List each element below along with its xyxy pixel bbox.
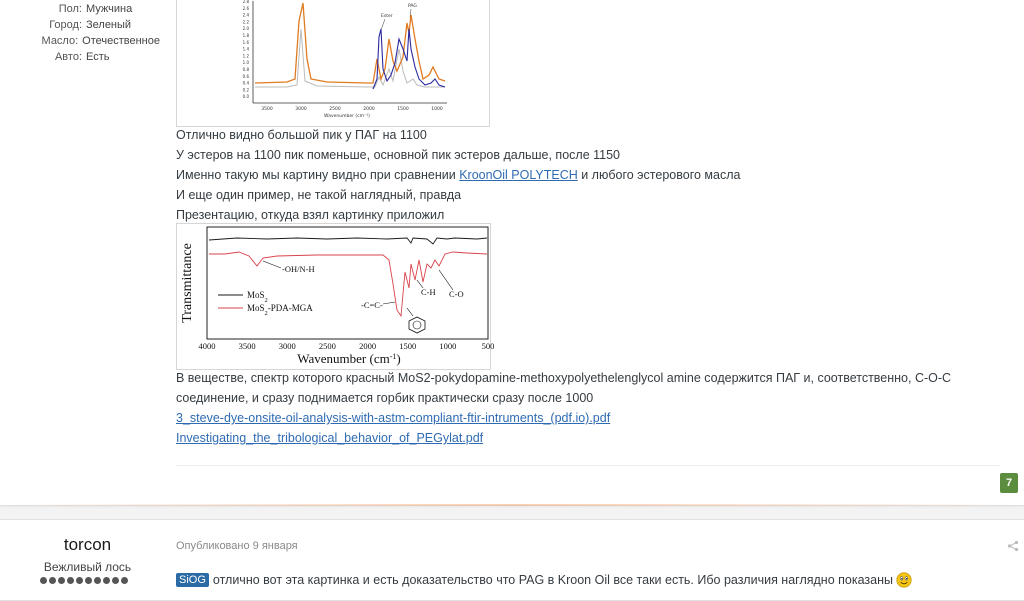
- chart1-ester-annotation: Ester: [381, 14, 393, 19]
- profile-field-city: [0, 17, 160, 33]
- post-text-line: [176, 165, 996, 185]
- post-text-line: Отлично видно большой пик у ПАГ на 1100: [176, 128, 427, 142]
- post-text-line: отлично вот эта картинка и есть доказательство что PAG в Kroon Oil все таки есть. Ибо различия наглядно показаны: [212, 573, 893, 587]
- chart2-x-tick-label: 2500: [318, 341, 336, 351]
- transmittance-spectrum-image-2[interactable]: [176, 223, 495, 370]
- rank-pip: [67, 577, 74, 584]
- rank-pip: [58, 577, 65, 584]
- post-text-line: У эстеров на 1100 пик поменьше, основной пик эстеров дальше, после 1150: [176, 148, 621, 162]
- post-text-line: И еще один пример, не такой наглядный, правда: [176, 188, 462, 202]
- post-2: [0, 519, 1024, 601]
- profile-field-value: Есть: [86, 51, 110, 63]
- chart1-y-tick-label: 1.0: [242, 60, 249, 66]
- smiley-emoji-icon: [896, 572, 912, 588]
- rank-pip: [94, 577, 101, 584]
- post-separator-accent: [0, 504, 1024, 506]
- profile-field-value: Зеленый: [86, 19, 132, 31]
- chart1-y-tick-label: 2.8: [242, 0, 249, 4]
- chart2-x-tick-label: 2000: [359, 341, 377, 351]
- chart1-y-tick-label: 1.8: [242, 33, 249, 38]
- transmittance-chart-2: [177, 224, 495, 369]
- chart1-x-tick-label: 1500: [397, 107, 409, 112]
- chart2-legend-mos2: MoS$_2$: [247, 290, 268, 304]
- post-text-fragment: и любого эстерового масла: [577, 168, 741, 182]
- attachment-link-ftir-pdf[interactable]: 3_steve-dye-onsite-oil-analysis-with-astm-compliant-ftir-intruments_(pdf.io).pdf: [176, 411, 611, 425]
- profile-field-label: Пол:: [58, 3, 82, 15]
- profile-field-label: Город:: [49, 19, 82, 31]
- profile-field-value: Отечественное: [82, 35, 160, 47]
- chart1-ester-series: [373, 29, 445, 89]
- chart2-x-tick-label: 3000: [278, 341, 296, 351]
- profile-field-gender: [0, 1, 160, 17]
- post-text-line: соединение, и сразу поднимается горбик практически сразу после 1000: [176, 391, 594, 405]
- post-text-line: В веществе, спектр которого красный MoS2-pokydopamine-methoxypolyethelenglycol amine содержится ПАГ и, соответственно, С-О-С: [176, 371, 952, 385]
- chart1-y-tick-label: 2.4: [242, 12, 249, 18]
- rank-pip: [112, 577, 119, 584]
- author-profile-fields: [0, 1, 160, 65]
- chart2-x-tick-label: 3500: [238, 341, 256, 351]
- chart1-y-tick-label: 0.6: [242, 73, 249, 79]
- post-footer-divider: [176, 465, 1000, 466]
- attachment-item: [176, 408, 996, 428]
- rank-pip: [40, 577, 47, 584]
- chart1-y-tick-label: 2.2: [242, 19, 249, 25]
- chart1-y-tick-label: 0.4: [242, 80, 249, 86]
- chart1-x-axis-label: Wavenumber (cm⁻¹): [324, 114, 370, 119]
- chart1-y-tick-label: 0.2: [242, 87, 249, 93]
- chart1-x-tick-label: 2500: [329, 107, 341, 112]
- chart2-x-axis-label: Wavenumber $(cm^{-1})$: [297, 351, 401, 366]
- profile-field-label: Масло:: [41, 35, 79, 47]
- author-title: Вежливый лось: [43, 560, 132, 574]
- author-username[interactable]: torcon: [63, 535, 112, 554]
- kroonoil-polytech-link[interactable]: KroonOil POLYTECH: [459, 168, 578, 182]
- user-mention[interactable]: SiOG: [176, 573, 209, 587]
- chart1-x-tick-label: 2000: [363, 107, 375, 112]
- chart1-y-tick-label: 1.2: [242, 53, 249, 59]
- rank-pip: [49, 577, 56, 584]
- rank-pip: [121, 577, 128, 584]
- post-1-body-2: [176, 368, 996, 448]
- profile-field-car: [0, 49, 160, 65]
- chart2-c-o-annotation: C-O: [449, 289, 464, 299]
- ftir-spectrum-image-1[interactable]: [176, 0, 490, 127]
- chart2-x-tick-label: 4000: [198, 341, 216, 351]
- rank-pip: [103, 577, 110, 584]
- chart2-x-tick-label: 500: [481, 341, 495, 351]
- post-1-body: [176, 125, 996, 225]
- chart1-x-tick-label: 1000: [431, 107, 443, 112]
- post-text-fragment: Именно такую мы картину видно при сравнении: [176, 168, 460, 182]
- chart2-y-axis-label: Transmittance: [180, 243, 195, 323]
- chart2-c-c-annotation: -C=C-: [361, 300, 383, 310]
- chart1-x-tick-label: 3500: [261, 107, 273, 112]
- chart2-x-tick-label: 1000: [439, 341, 457, 351]
- chart2-x-tick-label: 1500: [399, 341, 417, 351]
- post-timestamp[interactable]: Опубликовано 9 января: [176, 540, 298, 552]
- post-2-body: [176, 572, 912, 588]
- profile-field-label: Авто:: [54, 51, 82, 63]
- chart1-grey-series: [255, 29, 445, 87]
- attachment-link-pegylat-pdf[interactable]: Investigating_the_tribological_behavior_of_PEGylat.pdf: [176, 431, 484, 445]
- chart1-y-tick-label: 2.0: [242, 26, 249, 32]
- chart2-benzene-ring-icon: [409, 317, 425, 333]
- chart2-oh-nh-annotation: -OH/N-H: [282, 264, 315, 274]
- chart1-y-tick-label: 0.0: [242, 94, 249, 100]
- post-text-line: Презентацию, откуда взял картинку приложил: [176, 208, 445, 222]
- rank-pip: [85, 577, 92, 584]
- chart2-legend-mos2-pda-mga: MoS$_2$-PDA-MGA: [247, 303, 313, 317]
- profile-field-value: Мужчина: [86, 3, 133, 15]
- chart2-c-h-annotation: C-H: [421, 287, 436, 297]
- chart1-y-tick-label: 0.8: [242, 67, 249, 72]
- ftir-chart-1: [177, 0, 489, 126]
- chart1-y-tick-label: 2.6: [242, 5, 249, 11]
- reputation-badge[interactable]: 7: [1000, 473, 1018, 493]
- attachment-item: [176, 428, 996, 448]
- chart1-pag-annotation: PAG: [408, 4, 417, 9]
- chart2-mos2-series: [209, 238, 487, 244]
- profile-field-oil: [0, 33, 160, 49]
- rank-pip: [76, 577, 83, 584]
- chart1-y-tick-label: 1.6: [242, 39, 249, 45]
- chart1-y-tick-label: 1.4: [242, 46, 249, 52]
- chart1-x-tick-label: 3000: [295, 107, 307, 112]
- share-icon[interactable]: [1007, 540, 1019, 552]
- author-rank-pips: [40, 577, 128, 584]
